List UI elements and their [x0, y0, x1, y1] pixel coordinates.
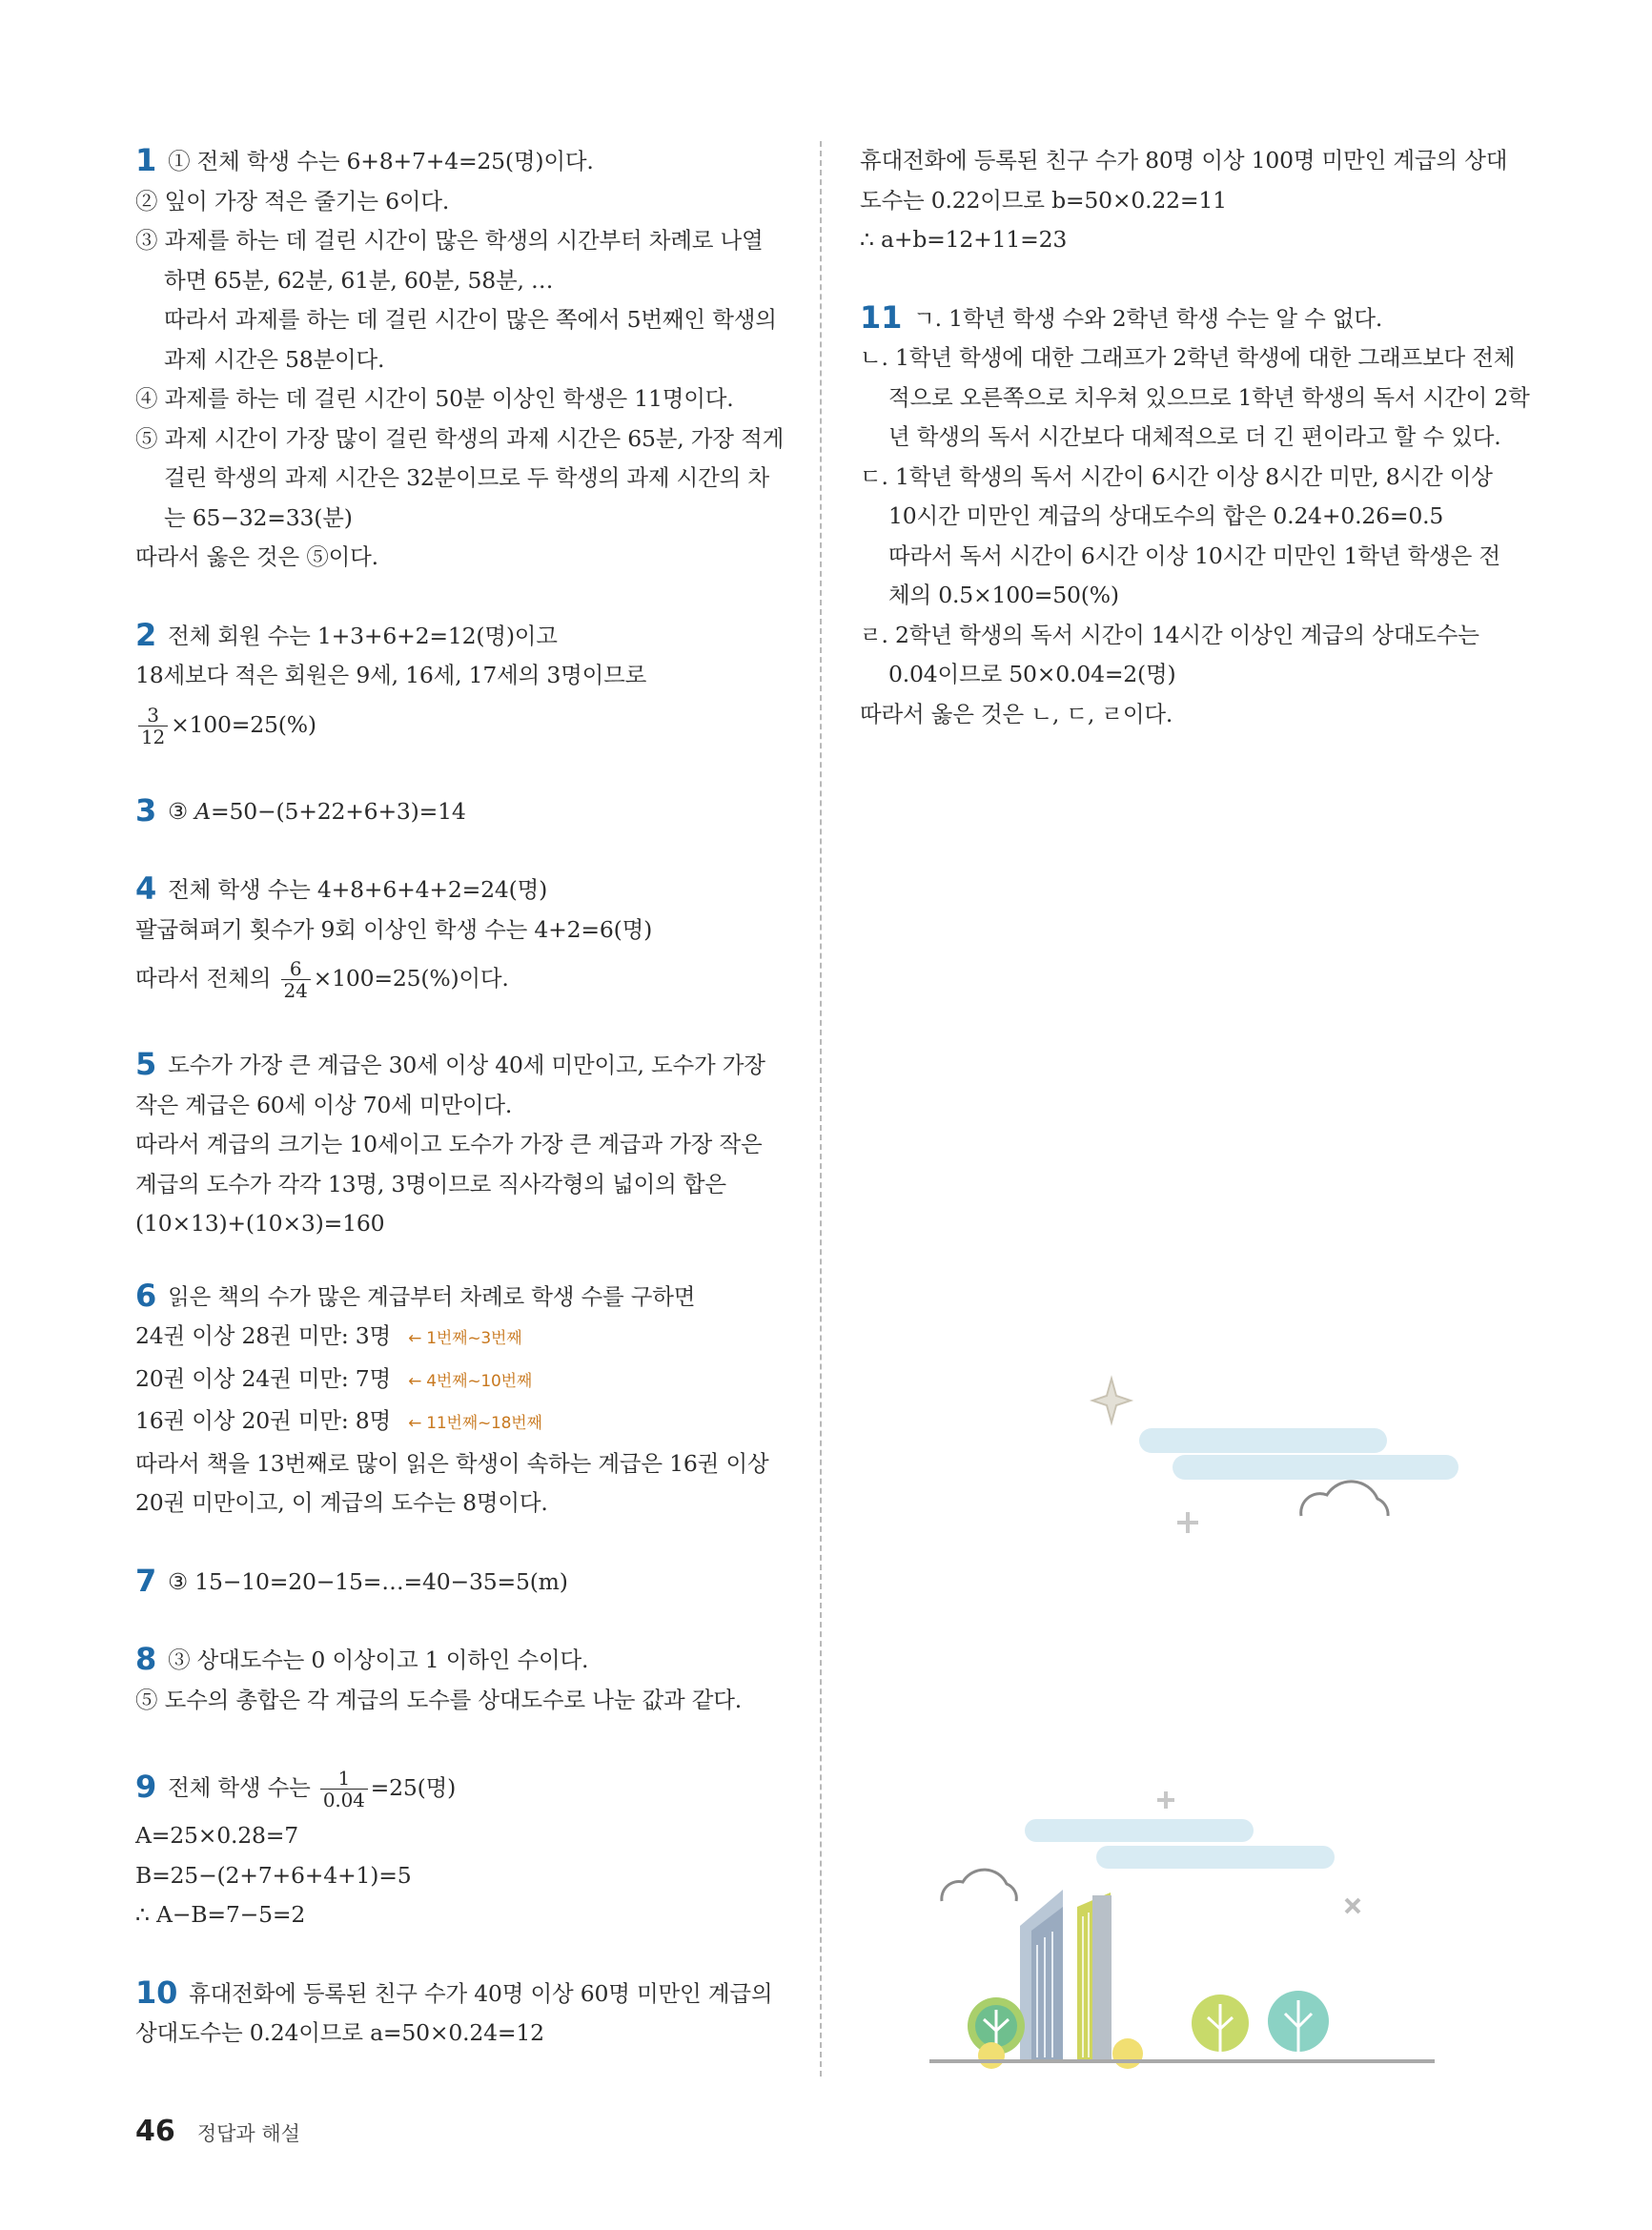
problem-number: 4: [135, 870, 157, 907]
page-number: 46: [135, 2115, 175, 2148]
left-column: [135, 141, 785, 2054]
bush-icon: [1112, 2038, 1143, 2069]
problem-8: [135, 1640, 785, 1720]
answer-line: 따라서 과제를 하는 데 걸린 시간이 많은 쪽에서 5번째인 학생의: [164, 306, 777, 333]
answer-line: ㄱ. 1학년 학생 수와 2학년 학생 수는 알 수 없다.: [913, 304, 1383, 332]
fraction: [320, 1768, 368, 1811]
answer-line: 상대도수는 0.24이므로 a=50×0.24=12: [135, 2019, 544, 2046]
problem-number: 3: [135, 791, 157, 829]
sparkle-icon: [1092, 1379, 1131, 1422]
footer-label: 정답과 해설: [196, 2122, 300, 2145]
answer-line: ㄹ. 2학년 학생의 독서 시간이 14시간 이상인 계급의 상대도수는: [860, 621, 1479, 648]
answer-line: [135, 696, 785, 753]
bush-icon: [978, 2042, 1005, 2069]
answer-line: 걸린 학생의 과제 시간은 32분이므로 두 학생의 과제 시간의 차: [164, 464, 769, 491]
answer-text: 전체 학생 수는: [168, 1774, 317, 1801]
denominator: 12: [141, 725, 166, 748]
numerator: 3: [138, 705, 168, 726]
denominator: 24: [283, 979, 308, 1002]
answer-line: 작은 계급은 60세 이상 70세 미만이다.: [135, 1091, 513, 1118]
class-row: 24권 이상 28권 미만: 3명: [135, 1322, 392, 1349]
numerator: 6: [281, 958, 311, 980]
problem-2: [135, 616, 785, 753]
column-divider: [820, 141, 822, 2077]
problem-number: 10: [135, 1974, 178, 2011]
answer-line: 20권 미만이고, 이 계급의 도수는 8명이다.: [135, 1489, 548, 1516]
answer-line: 계급의 도수가 각각 13명, 3명이므로 직사각형의 넓이의 합은: [135, 1170, 726, 1197]
variable: A: [194, 797, 211, 825]
problem-4: [135, 869, 785, 1007]
right-column: [860, 141, 1530, 734]
rank-note: ← 1번째~3번째: [408, 1329, 522, 1348]
class-row: 20권 이상 24권 미만: 7명: [135, 1364, 392, 1392]
answer-line: ㄴ. 1학년 학생에 대한 그래프가 2학년 학생에 대한 그래프보다 전체: [860, 344, 1516, 371]
problem-9: [135, 1758, 785, 1935]
answer-line: 따라서 책을 13번째로 많이 읽은 학생이 속하는 계급은 16권 이상: [135, 1449, 769, 1477]
answer-line: ∴ a+b=12+11=23: [860, 226, 1068, 253]
skyscraper: [1092, 1895, 1112, 2059]
problem-3: [135, 791, 785, 832]
answer-text: ×100=25(%): [171, 710, 316, 738]
answer-line: ③ 상대도수는 0 이상이고 1 이하인 수이다.: [168, 1647, 589, 1673]
answer-line: 읽은 책의 수가 많은 계급부터 차례로 학생 수를 구하면: [168, 1282, 696, 1310]
problem-7: [135, 1562, 785, 1603]
cloud-band: [1173, 1455, 1458, 1480]
answer-line: 전체 학생 수는 4+8+6+4+2=24(명): [168, 876, 548, 903]
answer-line: 0.04이므로 50×0.04=2(명): [888, 661, 1176, 687]
answer-line: 10시간 미만인 계급의 상대도수의 합은 0.24+0.26=0.5: [888, 502, 1444, 529]
answer-line: 체의 0.5×100=50(%): [888, 582, 1119, 608]
answer-text: 따라서 전체의: [135, 965, 278, 992]
answer-line: [135, 950, 785, 1007]
answer-line: ④ 과제를 하는 데 걸린 시간이 50분 이상인 학생은 11명이다.: [135, 385, 734, 412]
skyscraper: [1031, 1907, 1063, 2059]
answer-line: 휴대전화에 등록된 친구 수가 40명 이상 60명 미만인 계급의: [189, 1979, 773, 2007]
rank-note: ← 4번째~10번째: [408, 1371, 533, 1391]
answer-line: 따라서 옳은 것은 ㄴ, ㄷ, ㄹ이다.: [860, 700, 1173, 727]
problem-number: 11: [860, 298, 903, 336]
answer-line: 따라서 계급의 크기는 10세이고 도수가 가장 큰 계급과 가장 작은: [135, 1131, 763, 1157]
problem-number: 2: [135, 616, 157, 653]
fraction: [281, 958, 311, 1001]
denominator: 0.04: [322, 1789, 365, 1811]
answer-text: =25(명): [370, 1774, 457, 1801]
cloud-band: [1096, 1846, 1335, 1869]
answer-line: 휴대전화에 등록된 친구 수가 80명 이상 100명 미만인 계급의 상대: [860, 147, 1508, 174]
problem-number: 9: [135, 1769, 157, 1805]
answer-line: (10×13)+(10×3)=160: [135, 1210, 385, 1237]
problem-5: [135, 1045, 785, 1244]
plus-icon: [1157, 1791, 1174, 1809]
answer-text: =50−(5+22+6+3)=14: [211, 797, 466, 825]
problem-number: 6: [135, 1277, 157, 1314]
answer-line: ③ 15−10=20−15=…=40−35=5(m): [168, 1567, 568, 1595]
answer-line: B=25−(2+7+6+4+1)=5: [135, 1861, 412, 1889]
answer-line: ∴ A−B=7−5=2: [135, 1901, 306, 1928]
problem-number: 1: [135, 142, 157, 178]
sky-illustration: [1068, 1363, 1487, 1554]
answer-line: 도수가 가장 큰 계급은 30세 이상 40세 미만이고, 도수가 가장: [168, 1052, 765, 1078]
cloud-band: [1139, 1428, 1387, 1453]
answer-line: 따라서 독서 시간이 6시간 이상 10시간 미만인 1학년 학생은 전: [888, 542, 1500, 569]
cloud-band: [1025, 1819, 1254, 1842]
answer-line: 는 65−32=33(분): [164, 503, 353, 531]
cloud-outline: [942, 1870, 1016, 1901]
city-illustration: [925, 1773, 1439, 2088]
problem-1: [135, 141, 785, 578]
cloud-outline: [1301, 1482, 1388, 1516]
numerator: 1: [320, 1768, 368, 1790]
problem-10-continued: [860, 141, 1508, 260]
answer-line: ⑤ 도수의 총합은 각 계급의 도수를 상대도수로 나눈 값과 같다.: [135, 1686, 743, 1713]
answer-line: 따라서 옳은 것은 ⑤이다.: [135, 543, 378, 570]
answer-line: ③ 과제를 하는 데 걸린 시간이 많은 학생의 시간부터 차례로 나열: [135, 227, 764, 254]
rank-note: ← 11번째~18번째: [408, 1414, 542, 1433]
answer-line: ② 잎이 가장 적은 줄기는 6이다.: [135, 187, 450, 215]
answer-line: 도수는 0.22이므로 b=50×0.22=11: [860, 186, 1227, 214]
answer-line: 하면 65분, 62분, 61분, 60분, 58분, …: [164, 266, 554, 294]
answer-line: ㄷ. 1학년 학생의 독서 시간이 6시간 이상 8시간 미만, 8시간 이상: [860, 462, 1493, 490]
problem-number: 5: [135, 1046, 157, 1082]
answer-line: 전체 회원 수는 1+3+6+2=12(명)이고: [168, 622, 558, 649]
answer-line: 팔굽혀펴기 횟수가 9회 이상인 학생 수는 4+2=6(명): [135, 915, 653, 943]
page-footer: [135, 2115, 300, 2148]
problem-number: 8: [135, 1641, 157, 1677]
problem-6: [135, 1277, 785, 1524]
answer-line: ① 전체 학생 수는 6+8+7+4=25(명)이다.: [168, 148, 594, 174]
answer-line: A=25×0.28=7: [135, 1822, 299, 1849]
answer-line: 적으로 오른쪽으로 치우쳐 있으므로 1학년 학생의 독서 시간이 2학: [888, 383, 1530, 411]
answer-line: ⑤ 과제 시간이 가장 많이 걸린 학생의 과제 시간은 65분, 가장 적게: [135, 424, 785, 452]
answer-text: ③: [168, 797, 195, 825]
class-row: 16권 이상 20권 미만: 8명: [135, 1407, 392, 1434]
answer-line: 18세보다 적은 회원은 9세, 16세, 17세의 3명이므로: [135, 662, 647, 688]
problem-10: [135, 1974, 785, 2054]
problem-number: 7: [135, 1562, 157, 1599]
answer-line: 년 학생의 독서 시간보다 대체적으로 더 긴 편이라고 할 수 있다.: [888, 423, 1501, 450]
close-icon: [1346, 1899, 1359, 1913]
plus-icon: [1177, 1512, 1198, 1533]
problem-11: [860, 298, 1530, 735]
answer-line: 과제 시간은 58분이다.: [164, 345, 385, 373]
answer-text: ×100=25(%)이다.: [313, 965, 509, 992]
fraction: [138, 705, 168, 747]
